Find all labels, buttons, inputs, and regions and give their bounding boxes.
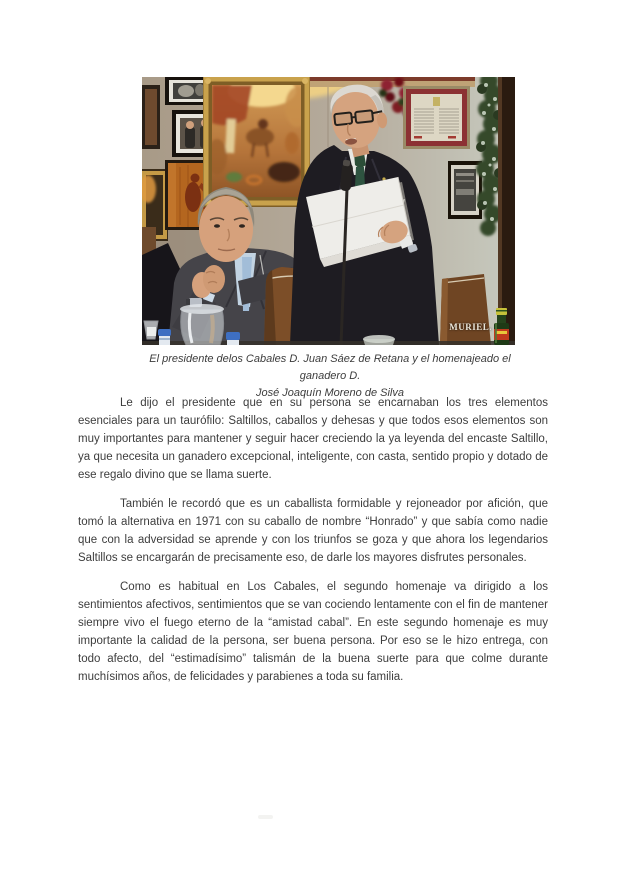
event-photo [142, 77, 515, 345]
caption-line-1: El presidente delos Cabales D. Juan Sáez de Retana y el homenajeado el ganadero D. [149, 353, 511, 382]
paragraph-2: También le recordó que es un caballista formidable y rejoneador por afición, que tomó la alternativa en 1971 con su caballo de nombre “Honrado” y que sabía como nadie que con la adversidad se aprende y con los triunfos se goza y que ahora los legendarios Saltillos se encargarán de precisamente eso, de darle los mayores disfrutes personales. [78, 498, 548, 564]
photo-illustration [142, 77, 515, 345]
article-body [78, 394, 548, 697]
wine-bottle [494, 308, 509, 345]
bullfight-painting [203, 77, 310, 207]
faint-page-smudge [258, 815, 273, 819]
photo-watermark: MURIEL. [449, 322, 492, 332]
caption-line-2: José Joaquín Moreno de Silva [256, 387, 404, 399]
paragraph-3: Como es habitual en Los Cabales, el segundo homenaje va dirigido a los sentimientos afectivos, sentimientos que se van cociendo lentamente con el fin de mantener siempre vivo el fuego eterno de la “amistad cabal”. En este segundo homenaje es muy importante la calidad de la persona, ser buena persona. Por eso se le hizo entrega, con todo afecto, del “estimadísimo” talismán de la buena suerte para que colme durante muchísimos años, de felicidades y parabienes a toda su familia. [78, 581, 548, 683]
dark-wood-frame-right [498, 77, 515, 345]
paragraph-1: Le dijo el presidente que en su persona se encarnaban los tres elementos esenciales para un taurófilo: Saltillos, caballos y dehesas y que todos esos elementos son muy importantes para mantener y seguir hacer creciendo la ya leyenda del encaste Saltillo, ya que necesita un ganadero excepcional, inteligente, con casta, sentido propio y dotado de ese regalo divino que se llama suerte. [78, 397, 548, 481]
newspaper-frame [403, 86, 470, 149]
